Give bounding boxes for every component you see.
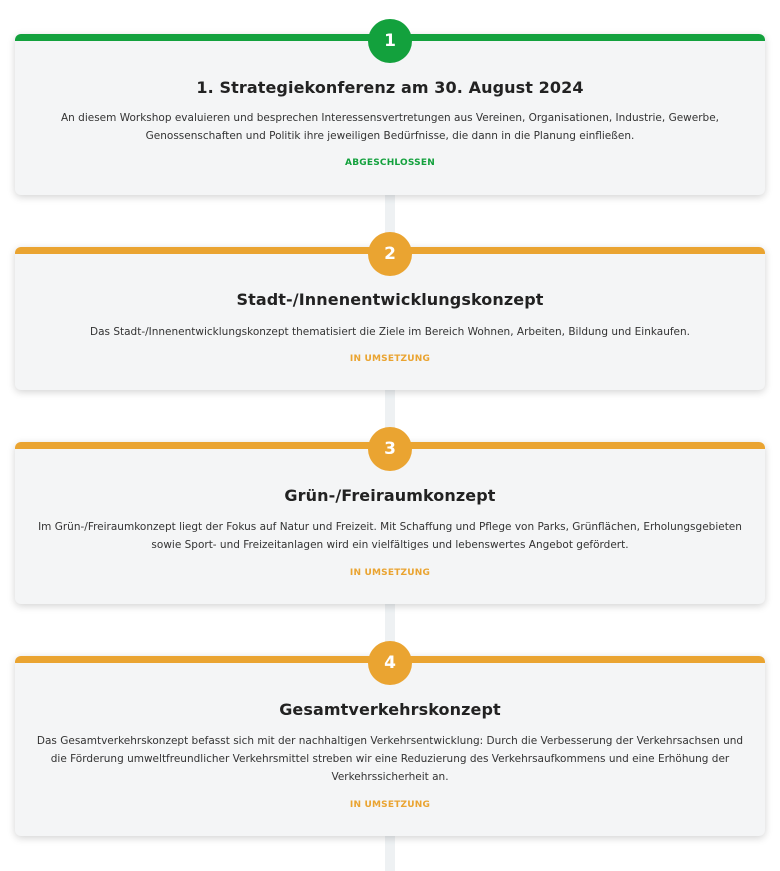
card-title: 1. Strategiekonferenz am 30. August 2024 — [196, 78, 584, 97]
card-title: Grün-/Freiraumkonzept — [284, 486, 496, 505]
timeline-card-1 — [15, 31, 765, 195]
step-number-badge: 2 — [368, 232, 412, 276]
card-title: Gesamtverkehrskonzept — [279, 700, 501, 719]
status-label: IN UMSETZUNG — [349, 354, 431, 364]
card-description: Das Gesamtverkehrskonzept befasst sich mit der nachhaltigen Verkehrsentwicklung: Durch die Verbesserung der Verkehrsachsen und die Förderung umweltfreundlicher Verkehrsmittel streben wir eine Reduzierung des Verkehrsaufkommens und eine Erhöhung der Verkehrssicherheit an. — [36, 735, 744, 783]
status-label: IN UMSETZUNG — [349, 568, 431, 578]
status-label: IN UMSETZUNG — [349, 800, 431, 810]
card-description: Das Stadt-/Innenentwicklungskonzept thematisiert die Ziele im Bereich Wohnen, Arbeiten, Bildung und Einkaufen. — [90, 326, 690, 338]
status-label: ABGESCHLOSSEN — [345, 158, 435, 168]
timeline-card-4 — [15, 653, 765, 836]
card-title: Stadt-/Innenentwicklungskonzept — [236, 290, 544, 309]
card-description: Im Grün-/Freiraumkonzept liegt der Fokus auf Natur und Freizeit. Mit Schaffung und Pflege von Parks, Grünflächen, Erholungsgebieten sowie Sport- und Freizeitanlagen wird ein vielfältiges und lebenswertes Angebot gefördert. — [38, 521, 742, 551]
step-number-badge: 4 — [368, 641, 412, 685]
timeline-card-2 — [15, 244, 765, 390]
step-number-badge: 1 — [368, 19, 412, 63]
card-description: An diesem Workshop evaluieren und besprechen Interessensvertretungen aus Vereinen, Organisationen, Industrie, Gewerbe, Genossenschaften und Politik ihre jeweiligen Bedürfnisse, die dann in die Planung einfließen. — [60, 112, 719, 142]
timeline-card-3 — [15, 439, 765, 604]
step-number-badge: 3 — [368, 427, 412, 471]
